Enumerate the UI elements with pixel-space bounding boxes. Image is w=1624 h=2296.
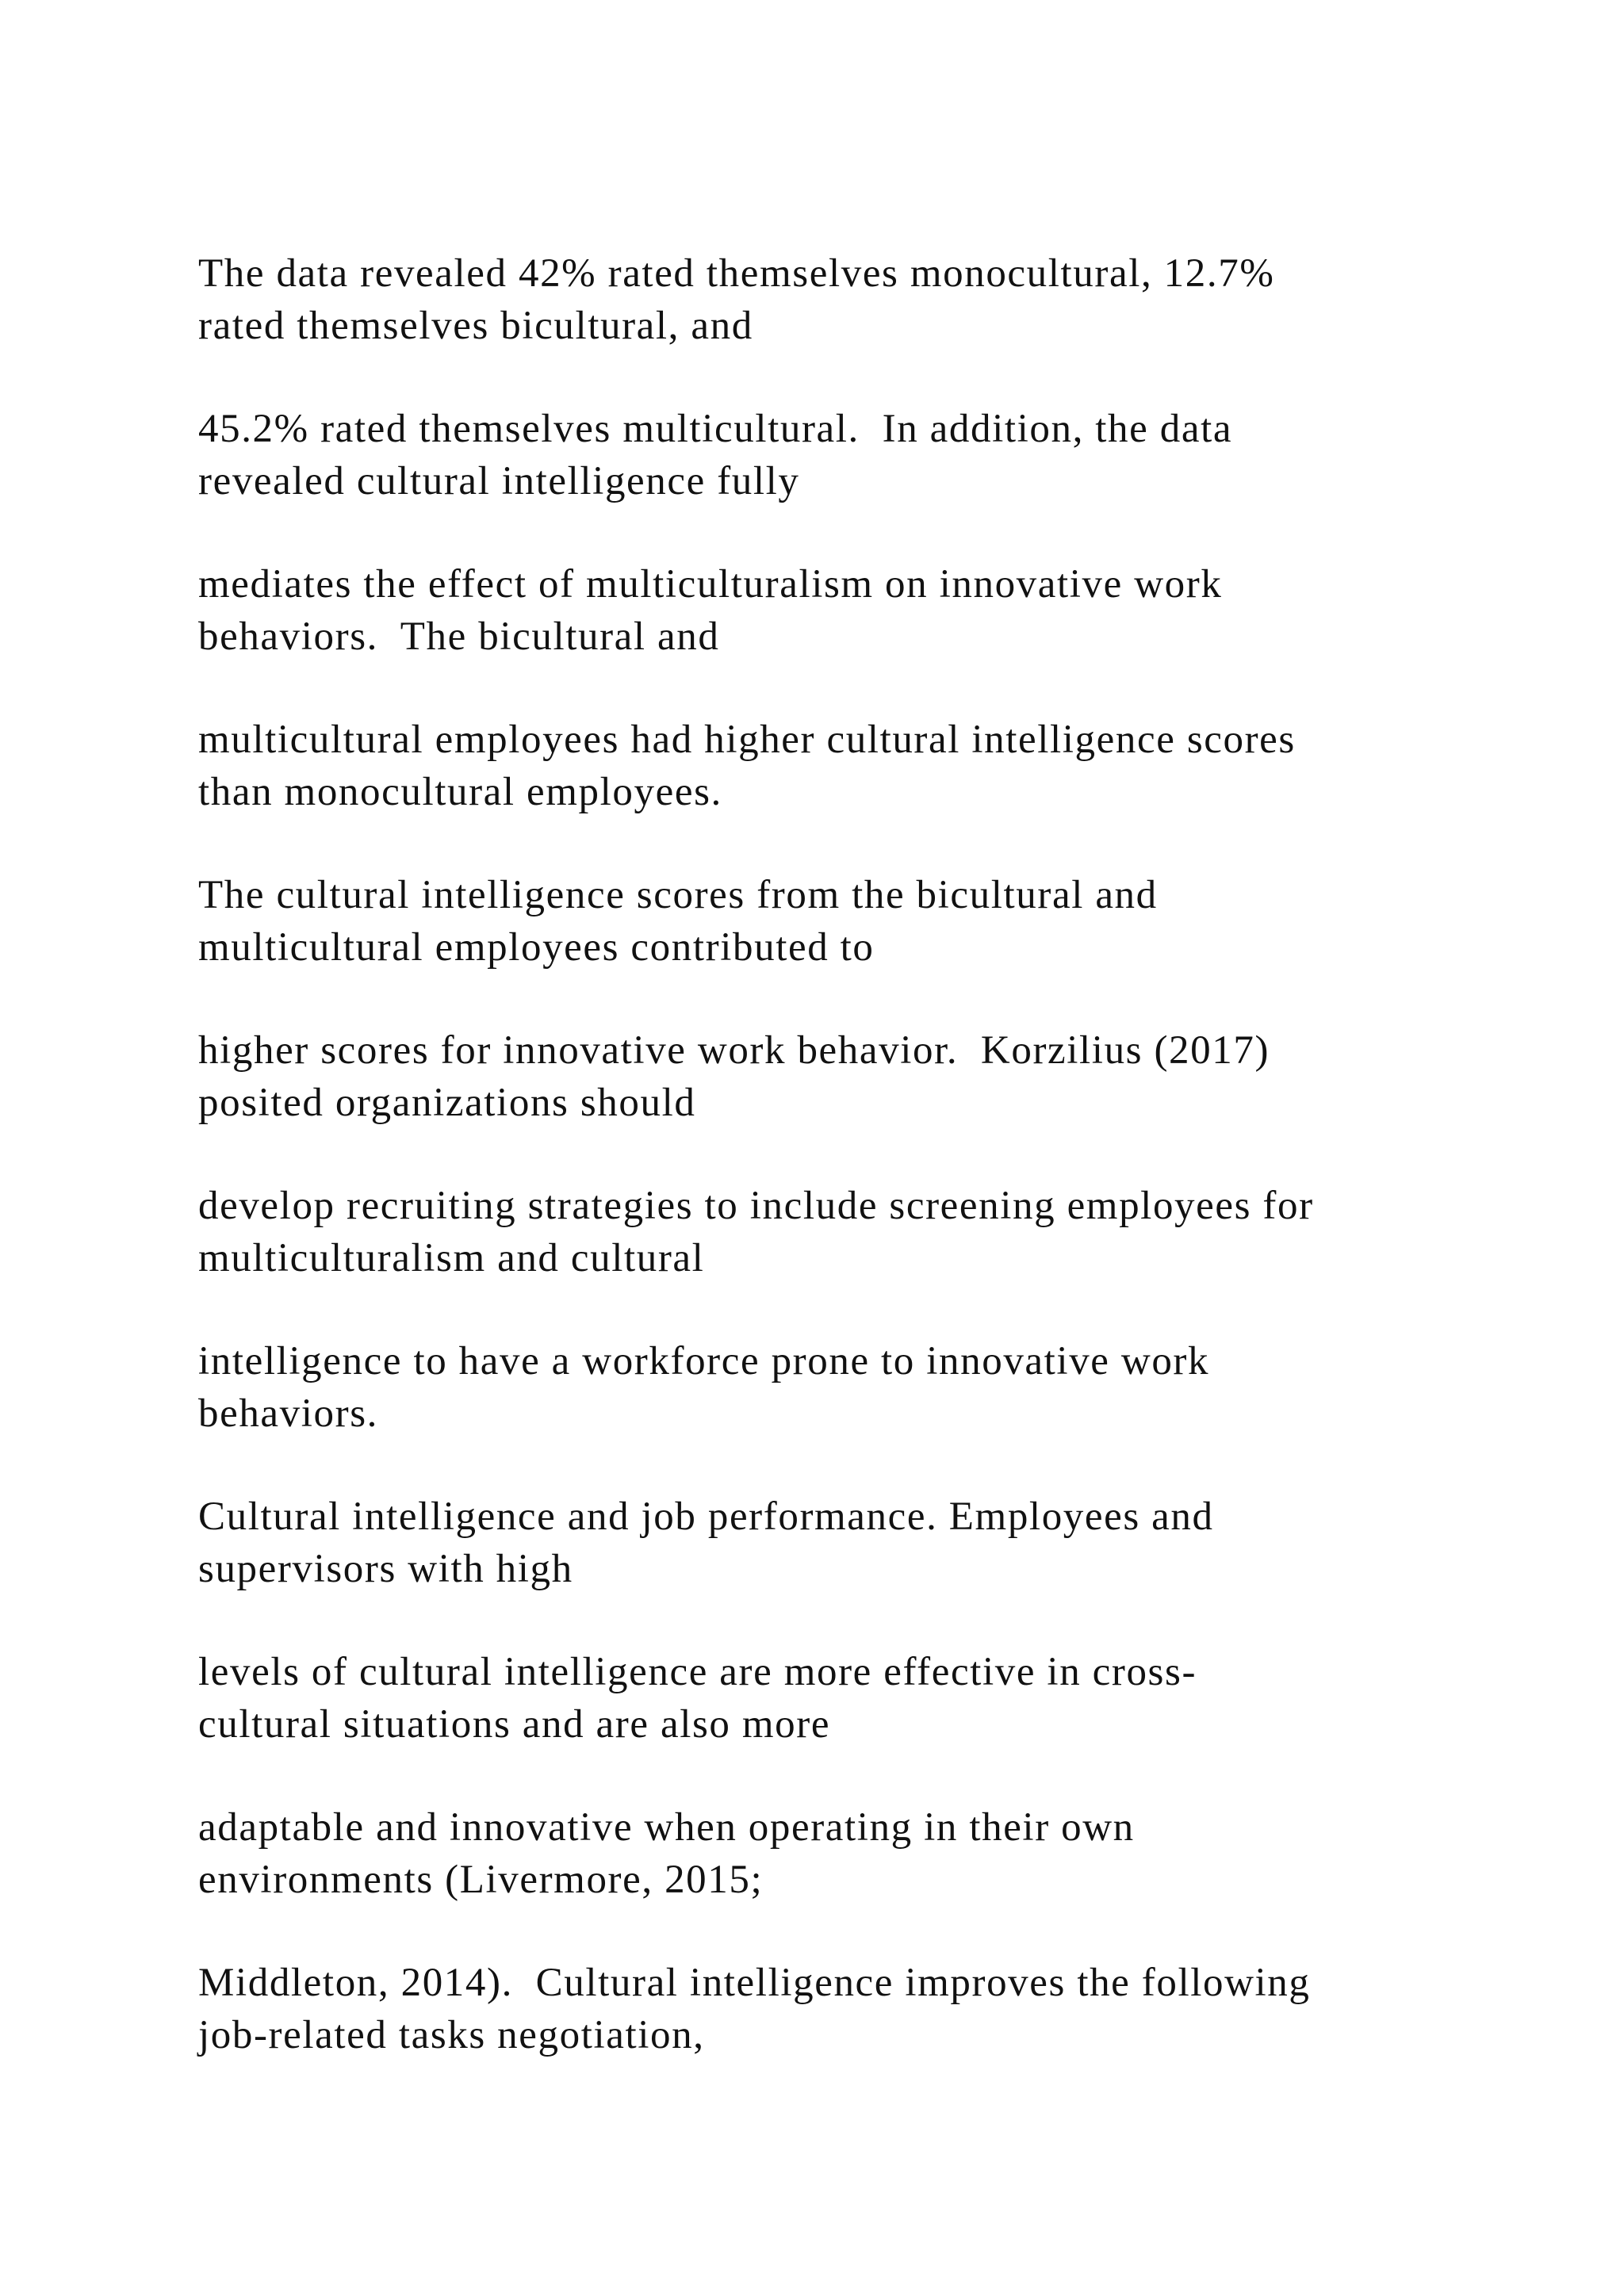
paragraph bbox=[198, 403, 1467, 507]
text-line: posited organizations should bbox=[198, 1081, 696, 1125]
text-line: behaviors. bbox=[198, 1391, 379, 1436]
paragraph bbox=[198, 1646, 1467, 1751]
text-line: than monocultural employees. bbox=[198, 770, 722, 814]
text-line: behaviors. The bicultural and bbox=[198, 614, 720, 659]
text-line: The data revealed 42% rated themselves monocultural, 12.7% bbox=[198, 251, 1275, 296]
text-line: multiculturalism and cultural bbox=[198, 1236, 705, 1280]
paragraph bbox=[198, 247, 1467, 352]
text-line: adaptable and innovative when operating in their own bbox=[198, 1805, 1135, 1850]
paragraph bbox=[198, 1957, 1467, 2061]
paragraph bbox=[198, 714, 1467, 818]
text-line: revealed cultural intelligence fully bbox=[198, 459, 800, 503]
paragraph bbox=[198, 1180, 1467, 1284]
text-line: 45.2% rated themselves multicultural. In addition, the data bbox=[198, 407, 1233, 451]
paragraph bbox=[198, 1801, 1467, 1906]
text-line: multicultural employees contributed to bbox=[198, 925, 875, 970]
text-line: The cultural intelligence scores from the bicultural and bbox=[198, 873, 1158, 917]
text-line: job-related tasks negotiation, bbox=[198, 2013, 705, 2057]
text-line: multicultural employees had higher cultural intelligence scores bbox=[198, 718, 1296, 762]
paragraph bbox=[198, 1490, 1467, 1595]
text-line: intelligence to have a workforce prone to innovative work bbox=[198, 1339, 1210, 1383]
paragraph bbox=[198, 558, 1467, 663]
text-line: levels of cultural intelligence are more effective in cross- bbox=[198, 1650, 1197, 1694]
document-body bbox=[198, 247, 1467, 2112]
text-line: develop recruiting strategies to include screening employees for bbox=[198, 1184, 1314, 1228]
text-line: higher scores for innovative work behavior. Korzilius (2017) bbox=[198, 1028, 1270, 1073]
paragraph bbox=[198, 1024, 1467, 1129]
paragraph bbox=[198, 869, 1467, 974]
text-line: Middleton, 2014). Cultural intelligence improves the following bbox=[198, 1961, 1311, 2005]
text-line: environments (Livermore, 2015; bbox=[198, 1858, 764, 1902]
text-line: supervisors with high bbox=[198, 1547, 573, 1591]
text-line: mediates the effect of multiculturalism on innovative work bbox=[198, 562, 1223, 607]
paragraph bbox=[198, 1335, 1467, 1440]
text-line: rated themselves bicultural, and bbox=[198, 304, 753, 348]
text-line: cultural situations and are also more bbox=[198, 1702, 831, 1747]
text-line: Cultural intelligence and job performance. Employees and bbox=[198, 1494, 1214, 1539]
